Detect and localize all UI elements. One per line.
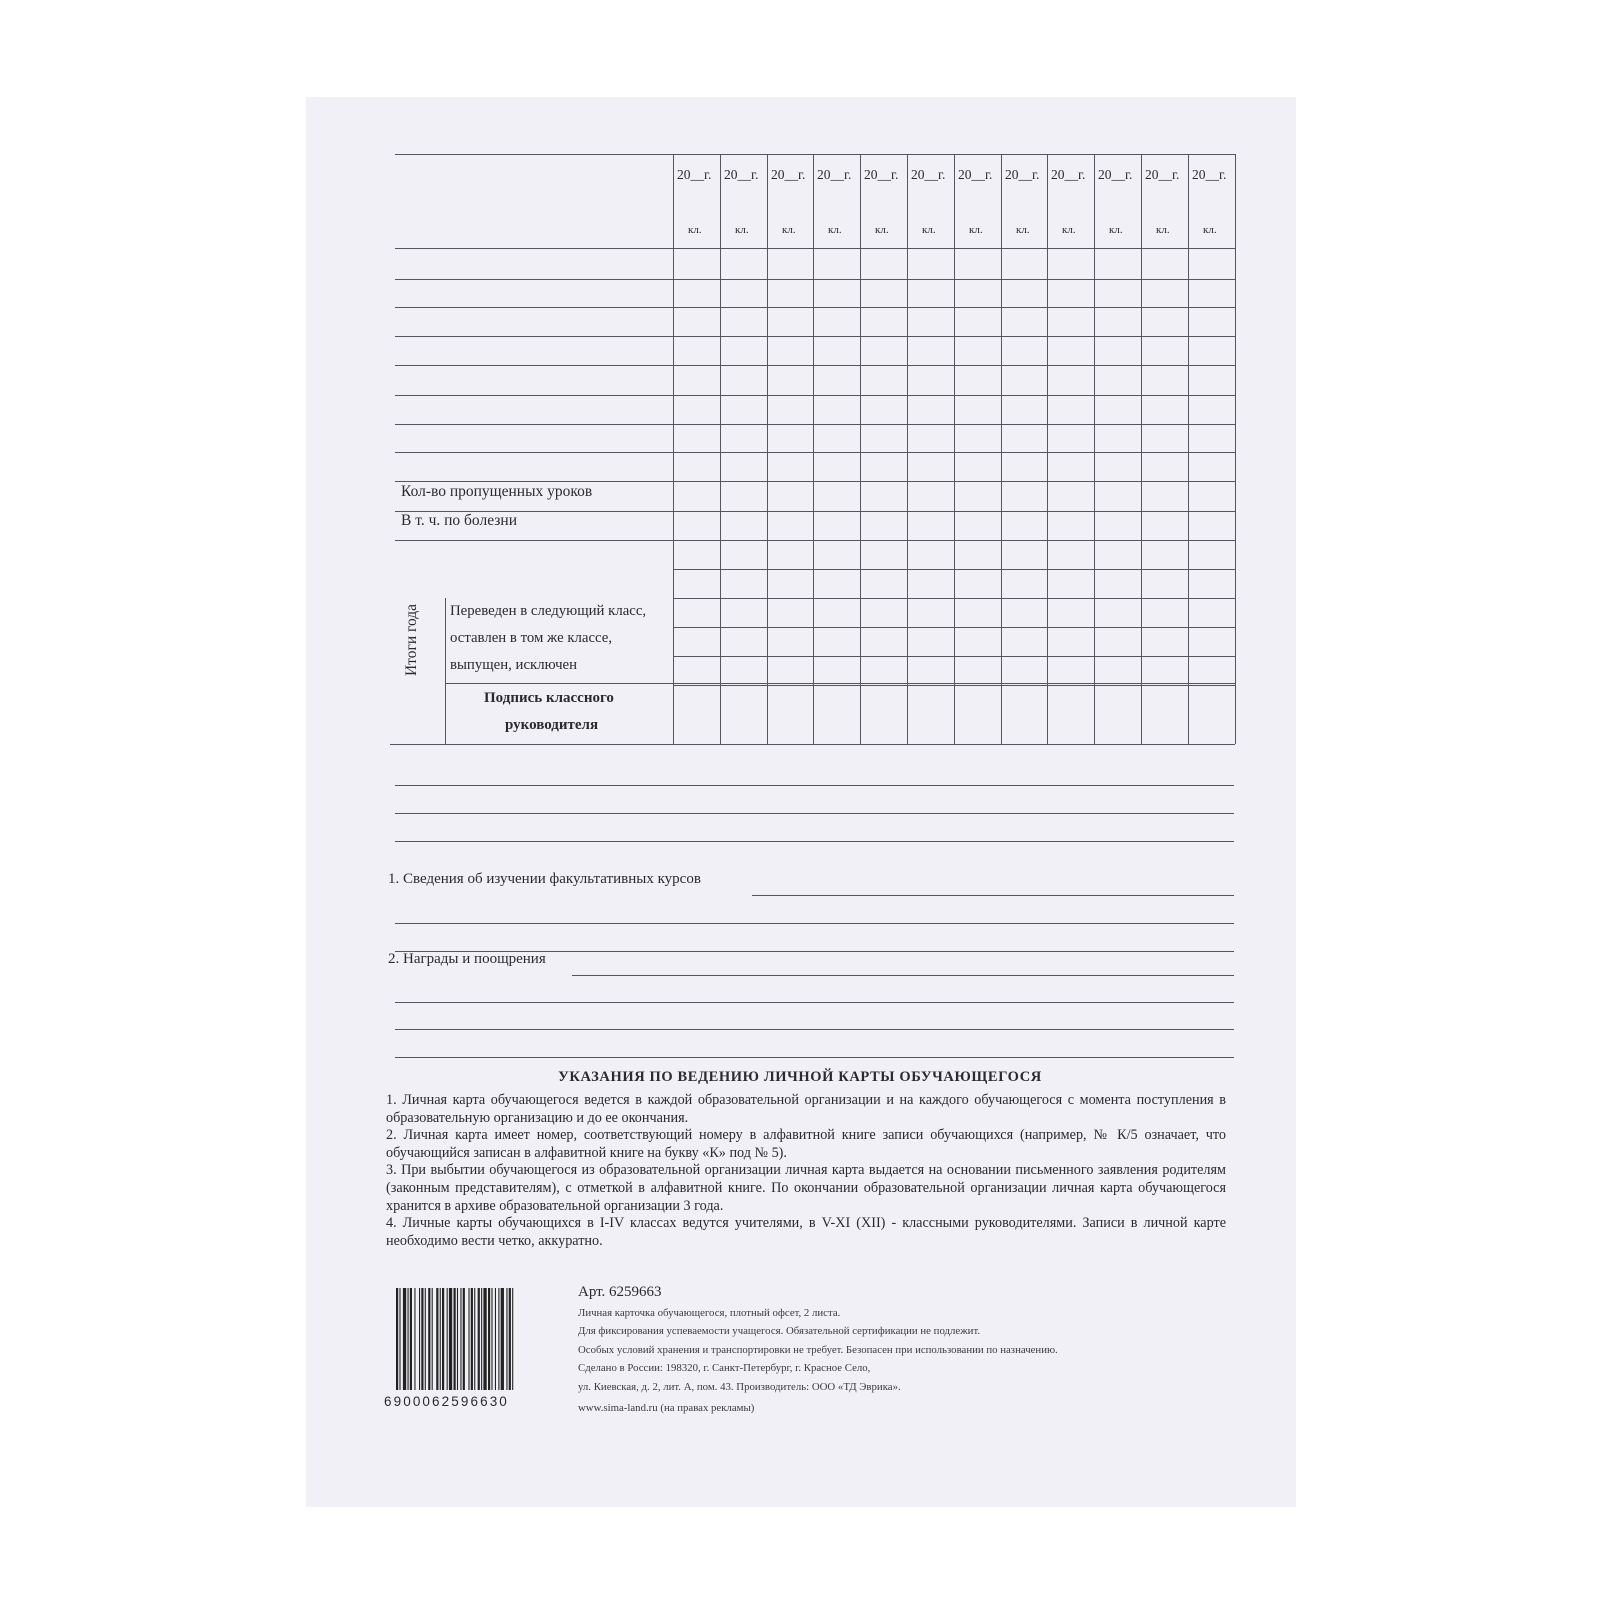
instruction-4: 4. Личные карты обучающихся в I-IV классах ведутся учителями, в V-XI (XII) - классными руководителями. Записи в личной карте необходимо вести четко, аккуратно. xyxy=(386,1215,1226,1249)
class-header-4: кл. xyxy=(875,224,889,236)
results-inner-line xyxy=(445,598,446,744)
subject-row-line xyxy=(395,365,1235,366)
instruction-1: 1. Личная карта обучающегося ведется в каждой образовательной организации и на каждого обучающегося с момента поступления в образовательную организацию и до ее окончания. xyxy=(386,1092,1226,1126)
barcode-bar xyxy=(408,1288,409,1390)
column-line-7 xyxy=(1001,154,1002,744)
product-info xyxy=(578,1304,1058,1396)
site-url: www.sima-land.ru (на правах рекламы) xyxy=(578,1402,755,1414)
blank-line xyxy=(395,1057,1234,1058)
electives-fill-line xyxy=(752,895,1234,896)
barcode-bar xyxy=(421,1288,423,1390)
year-header-11: 20__г. xyxy=(1192,167,1227,182)
class-header-1: кл. xyxy=(735,224,749,236)
column-line-5 xyxy=(907,154,908,744)
transfer-line-2: оставлен в том же классе, xyxy=(450,630,613,646)
barcode-bar xyxy=(428,1288,430,1390)
barcode-bar xyxy=(501,1288,504,1390)
instructions-title: УКАЗАНИЯ ПО ВЕДЕНИЮ ЛИЧНОЙ КАРТЫ ОБУЧАЮЩЕГОСЯ xyxy=(558,1069,1042,1085)
class-header-6: кл. xyxy=(969,224,983,236)
subject-row-line xyxy=(395,424,1235,425)
signature-label-1: Подпись классного xyxy=(484,690,614,706)
barcode-bar xyxy=(495,1288,496,1390)
barcode-bar xyxy=(460,1288,461,1390)
column-line-10 xyxy=(1141,154,1142,744)
barcode-bar xyxy=(440,1288,441,1390)
barcode-bar xyxy=(419,1288,420,1390)
barcode-bar xyxy=(442,1288,444,1390)
instruction-3: 3. При выбытии обучающегося из образовательной организации личная карта выдается на основании письменного заявления родителям (законным представителям), с отметкой в алфавитной книге. По окончании образовательной организации личная карта обучающегося хранится в архиве образовательной организации 3 года. xyxy=(386,1162,1226,1214)
barcode-bar xyxy=(425,1288,426,1390)
blank-line xyxy=(395,785,1234,786)
instructions-text xyxy=(386,1092,1226,1250)
header-bottom-line xyxy=(395,248,1235,249)
blank-line xyxy=(395,923,1234,924)
barcode-bar xyxy=(410,1288,412,1390)
year-header-2: 20__г. xyxy=(771,167,806,182)
electives-heading: 1. Сведения об изучении факультативных курсов xyxy=(388,871,701,887)
barcode-bar xyxy=(478,1288,480,1390)
subject-row-line xyxy=(395,307,1235,308)
class-header-7: кл. xyxy=(1016,224,1030,236)
year-header-8: 20__г. xyxy=(1051,167,1086,182)
class-header-8: кл. xyxy=(1062,224,1076,236)
column-line-12 xyxy=(1235,154,1236,744)
barcode-bar xyxy=(491,1288,492,1390)
blank-line xyxy=(395,1002,1234,1003)
subject-row-line xyxy=(395,452,1235,453)
class-header-0: кл. xyxy=(688,224,702,236)
transfer-line-1: Переведен в следующий класс, xyxy=(450,603,647,619)
blank-line xyxy=(395,813,1234,814)
barcode-bar xyxy=(471,1288,473,1390)
barcode-digits: 6900062596630 xyxy=(384,1394,509,1409)
barcode-bar xyxy=(454,1288,456,1390)
year-header-1: 20__г. xyxy=(724,167,759,182)
barcode-bar xyxy=(414,1288,415,1390)
class-header-3: кл. xyxy=(828,224,842,236)
transfer-line-3: выпущен, исключен xyxy=(450,657,578,673)
instruction-2: 2. Личная карта имеет номер, соответствующий номеру в алфавитной книге записи обучающихся (например, № К/5 означает, что обучающийся записан в алфавитной книге на букву «К» под № 5). xyxy=(386,1127,1226,1161)
subject-row-line xyxy=(395,481,1235,482)
barcode-bar xyxy=(481,1288,482,1390)
subject-row-line xyxy=(395,279,1235,280)
column-line-9 xyxy=(1094,154,1095,744)
year-header-0: 20__г. xyxy=(677,167,712,182)
table-bottom-line xyxy=(390,744,1235,745)
product-info-line-1: Личная карточка обучающегося, плотный офсет, 2 листа. xyxy=(578,1307,841,1319)
blank-line xyxy=(395,841,1234,842)
signature-top-line xyxy=(445,683,1235,684)
barcode-bar xyxy=(474,1288,475,1390)
class-header-11: кл. xyxy=(1203,224,1217,236)
year-header-7: 20__г. xyxy=(1005,167,1040,182)
year-header-6: 20__г. xyxy=(958,167,993,182)
year-header-10: 20__г. xyxy=(1145,167,1180,182)
column-line-2 xyxy=(767,154,768,744)
column-line-0 xyxy=(673,154,674,744)
illness-label: В т. ч. по болезни xyxy=(401,512,517,529)
awards-heading: 2. Награды и поощрения xyxy=(388,951,546,967)
barcode-bar xyxy=(447,1288,448,1390)
class-header-2: кл. xyxy=(782,224,796,236)
barcode-bar xyxy=(436,1288,438,1390)
barcode-bar xyxy=(468,1288,469,1390)
barcode-bar xyxy=(506,1288,507,1390)
table-top-line xyxy=(395,154,1235,155)
barcode-bar xyxy=(403,1288,406,1390)
column-line-3 xyxy=(813,154,814,744)
class-header-10: кл. xyxy=(1156,224,1170,236)
product-info-line-3: Особых условий хранения и транспортировки не требует. Безопасен при использовании по назначению. xyxy=(578,1343,1058,1356)
column-line-8 xyxy=(1047,154,1048,744)
subject-row-line xyxy=(395,336,1235,337)
awards-fill-line xyxy=(572,975,1234,976)
class-header-5: кл. xyxy=(922,224,936,236)
product-info-line-4: Сделано в России: 198320, г. Санкт-Петербург, г. Красное Село, xyxy=(578,1362,871,1375)
subject-row-line xyxy=(395,511,1235,512)
column-line-4 xyxy=(860,154,861,744)
barcode-bar xyxy=(457,1288,458,1390)
barcode-bar xyxy=(449,1288,452,1390)
article-number: Арт. 6259663 xyxy=(578,1284,662,1300)
barcode-bar xyxy=(432,1288,433,1390)
year-header-4: 20__г. xyxy=(864,167,899,182)
barcode-bar xyxy=(396,1288,398,1390)
year-header-3: 20__г. xyxy=(817,167,852,182)
barcode-bar xyxy=(399,1288,400,1390)
barcode-image xyxy=(396,1288,558,1390)
year-header-5: 20__г. xyxy=(911,167,946,182)
subject-row-line xyxy=(395,395,1235,396)
product-info-line-5: ул. Киевская, д. 2, лит. А, пом. 43. Производитель: ООО «ТД Эврика». xyxy=(578,1380,901,1393)
barcode-bar xyxy=(488,1288,490,1390)
blank-line xyxy=(395,1029,1234,1030)
barcode-bar xyxy=(498,1288,499,1390)
barcode-bar xyxy=(512,1288,513,1390)
missed-lessons-label: Кол-во пропущенных уроков xyxy=(401,483,593,500)
barcode-bar xyxy=(463,1288,465,1390)
subject-row-line xyxy=(395,540,1235,541)
class-header-9: кл. xyxy=(1109,224,1123,236)
year-results-label: Итоги года xyxy=(403,603,420,677)
year-header-9: 20__г. xyxy=(1098,167,1133,182)
barcode-bar xyxy=(509,1288,511,1390)
product-info-line-2: Для фиксирования успеваемости учащегося. Обязательной сертификации не подлежит. xyxy=(578,1325,981,1338)
column-line-11 xyxy=(1188,154,1189,744)
column-line-6 xyxy=(954,154,955,744)
barcode-bar xyxy=(483,1288,486,1390)
column-line-1 xyxy=(720,154,721,744)
signature-label-2: руководителя xyxy=(505,717,599,733)
